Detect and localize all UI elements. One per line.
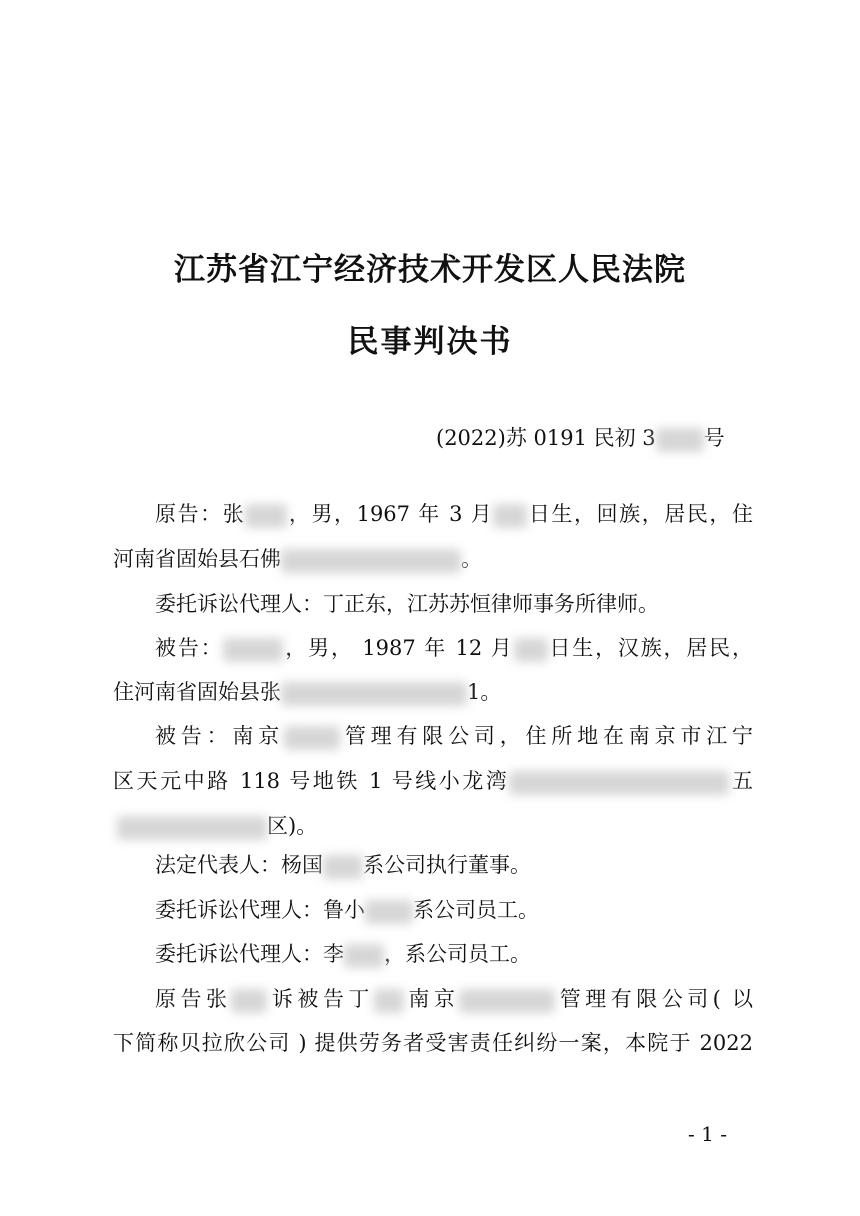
defendant-agent-line-2: [155, 939, 753, 969]
text-fragment: 日生，回族，居民，住: [527, 502, 754, 526]
text-fragment: 法定代表人：杨国: [155, 853, 323, 877]
text-fragment: 河南省固始县石佛: [113, 547, 281, 571]
text-fragment: ，系公司员工。: [384, 942, 531, 966]
case-number-suffix: 号: [703, 426, 725, 450]
text-fragment: 系公司执行董事。: [363, 853, 531, 877]
redaction: [374, 989, 404, 1013]
text-fragment: 日生，汉族，居民，: [547, 636, 754, 660]
redaction: [323, 855, 363, 879]
defendant-2-line-2: [113, 766, 753, 796]
text-fragment: 诉被告丁: [267, 987, 374, 1011]
document-type-title: 民事判决书: [347, 324, 513, 360]
case-number-prefix: (2022)苏 0191 民初 3: [436, 426, 656, 450]
text-fragment: 区)。: [267, 814, 318, 838]
page-number: - 1 -: [688, 1122, 727, 1146]
redaction: [245, 504, 287, 528]
defendant-1-line-1: [155, 633, 753, 663]
defendant-1-line-2: [113, 677, 753, 707]
redaction: [284, 726, 340, 750]
text-fragment: 五: [729, 769, 753, 793]
text-fragment: 原告：张: [155, 502, 246, 526]
text-fragment: 委托诉讼代理人：李: [155, 942, 344, 966]
redaction: [459, 989, 555, 1013]
legal-representative-line: [155, 850, 753, 880]
redaction: [514, 638, 548, 662]
text-fragment: ，男， 1987 年 12 月: [283, 636, 514, 660]
redaction: [365, 900, 413, 924]
text-fragment: 南京: [403, 987, 460, 1011]
text-fragment: 被告：: [155, 636, 224, 660]
text-fragment: 住河南省固始县张: [113, 680, 281, 704]
case-summary-line-2: 下简称贝拉欣公司 ) 提供劳务者受害责任纠纷一案，本院于 2022: [113, 1031, 753, 1055]
redaction: [656, 428, 704, 452]
redaction: [231, 989, 267, 1013]
case-summary-line-1: [155, 984, 753, 1014]
defendant-2-line-1: [155, 721, 753, 751]
text-fragment: 管理有限公司( 以: [555, 987, 754, 1011]
text-fragment: 区天元中路 118 号地铁 1 号线小龙湾: [113, 769, 510, 793]
text-fragment: ，男，1967 年 3 月: [287, 502, 494, 526]
court-name: 江苏省江宁经济技术开发区人民法院: [174, 252, 686, 288]
plaintiff-line-2: [113, 544, 753, 574]
redaction: [281, 549, 461, 573]
text-fragment: 原告张: [155, 987, 232, 1011]
text-fragment: 管理有限公司，住所地在南京市江宁: [340, 724, 754, 748]
redaction: [493, 504, 527, 528]
redaction: [344, 944, 384, 968]
case-number: [436, 422, 725, 452]
text-fragment: 委托诉讼代理人：鲁小: [155, 898, 365, 922]
redaction: [281, 682, 467, 706]
text-fragment: 。: [461, 547, 482, 571]
plaintiff-agent-line: 委托诉讼代理人：丁正东，江苏苏恒律师事务所律师。: [155, 592, 659, 616]
defendant-agent-line-1: [155, 895, 753, 925]
text-fragment: 1。: [467, 680, 502, 704]
plaintiff-line-1: [155, 499, 753, 529]
text-fragment: 系公司员工。: [413, 898, 539, 922]
redaction: [509, 771, 729, 795]
redaction: [117, 816, 267, 840]
defendant-2-line-3: [113, 811, 753, 841]
redaction: [223, 638, 283, 662]
text-fragment: 被告：南京: [155, 724, 285, 748]
